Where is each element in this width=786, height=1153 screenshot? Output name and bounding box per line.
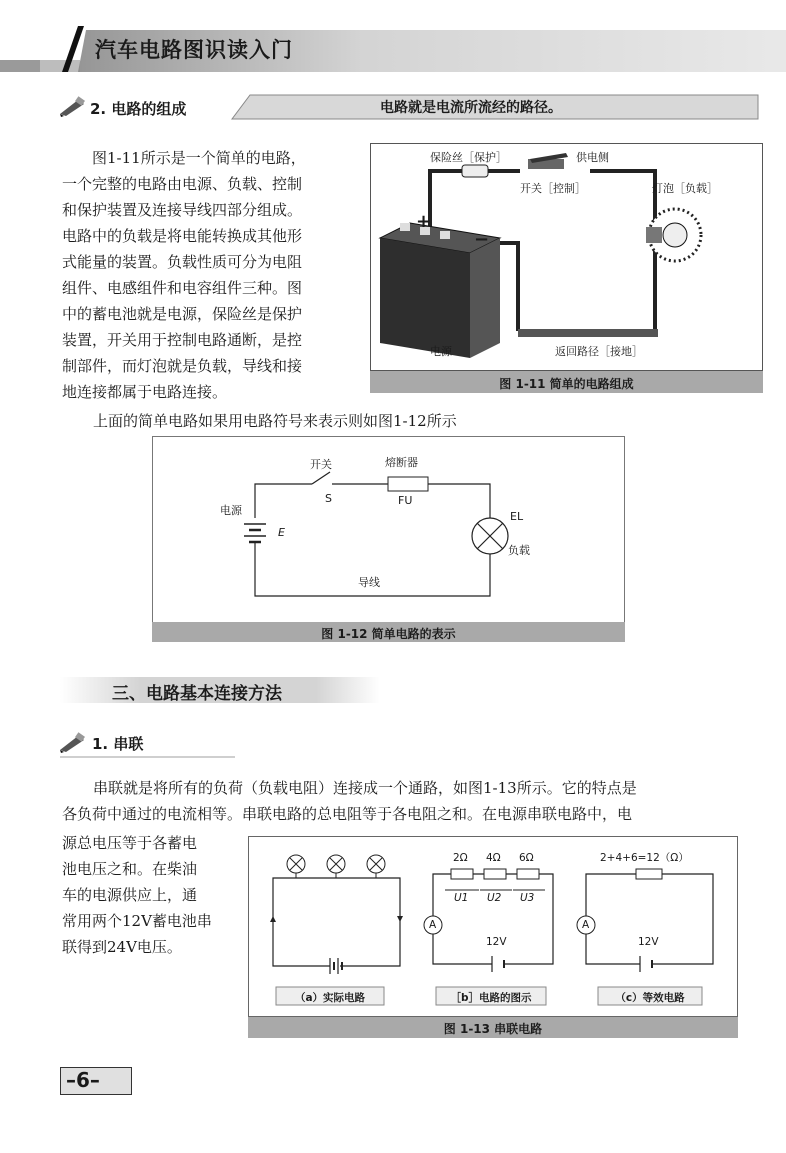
fig13-u1: U1: [454, 892, 469, 904]
pencil-icon: [58, 732, 86, 758]
para-line: 源总电压等于各蓄电: [62, 834, 198, 852]
minus-sign: −: [474, 229, 490, 250]
para-line: 式能量的装置。负载性质可分为电阻: [62, 253, 303, 271]
para-line: 组件、电感组件和电容组件三种。图: [62, 279, 303, 297]
fig13-equation: 2+4+6=12（Ω）: [600, 852, 689, 864]
switch-label: 开关［控制］: [520, 182, 586, 195]
figure-1-13: [248, 836, 738, 1038]
series-line-2: 各负荷中通过的电流相等。串联电路的总电阻等于各电阻之和。在电源串联电路中，电: [62, 805, 633, 823]
para-line: 常用两个12V蓄电池串: [62, 912, 212, 930]
fig11-caption: 图 1-11 简单的电路组成: [499, 377, 634, 391]
page-number: –6–: [66, 1068, 100, 1092]
fig12-fuse-label: 熔断器: [385, 456, 418, 469]
fig12-load-label: 负载: [508, 544, 530, 557]
section2-title: 2. 电路的组成: [90, 100, 187, 118]
para-line: 装置，开关用于控制电路通断，是控: [62, 331, 303, 349]
para-line: 车的电源供应上，通: [62, 886, 198, 904]
para-line: 一个完整的电路由电源、负载、控制: [62, 175, 303, 193]
fig12-fu-label: FU: [398, 494, 413, 507]
battery-label: 电源: [430, 345, 452, 358]
figure-1-12: [152, 436, 625, 642]
section2-paragraph: [62, 145, 367, 405]
fig12-el-label: EL: [510, 510, 524, 523]
series-title: 1. 串联: [92, 735, 144, 753]
header-title: 汽车电路图识读入门: [95, 37, 293, 62]
para-line: 制部件，而灯泡就是负载，导线和接: [62, 357, 303, 375]
para-line: 电路中的负载是将电能转换成其他形: [62, 227, 303, 245]
fig13-r1: 2Ω: [453, 852, 468, 864]
fig12-s-label: S: [325, 492, 332, 505]
fig12-wire-label: 导线: [358, 576, 380, 589]
fig13-a-label: （a）实际电路: [294, 992, 366, 1004]
section2-after-line: 上面的简单电路如果用电路符号来表示则如图1-12所示: [93, 412, 457, 430]
fig12-e-label: E: [278, 526, 285, 539]
figure-1-11: [370, 143, 763, 393]
fig13-b-label: ［b］电路的图示: [450, 992, 532, 1004]
plus-sign: +: [416, 211, 432, 232]
slogan-text: 电路就是电流所流经的路径。: [380, 100, 562, 116]
para-line: 地连接都属于电路连接。: [62, 383, 228, 401]
series-line-1: 串联就是将所有的负荷（负载电阻）连接成一个通路，如图1-13所示。它的特点是: [93, 779, 637, 797]
para-line: 和保护装置及连接导线四部分组成。: [62, 201, 303, 219]
return-label: 返回路径［接地］: [555, 345, 643, 358]
fig12-source-label: 电源: [220, 504, 242, 517]
fig13-ammeter-c: A: [582, 919, 590, 931]
fig13-ammeter-b: A: [429, 919, 437, 931]
para-line: 池电压之和。在柴油: [62, 860, 198, 878]
fig12-switch-label: 开关: [310, 458, 332, 471]
pencil-icon: [58, 96, 86, 122]
fig13-voltage-c: 12V: [638, 936, 659, 948]
series-underline: [60, 756, 235, 758]
para-line: 联得到24V电压。: [62, 938, 182, 956]
fig13-r2: 4Ω: [486, 852, 501, 864]
fig13-voltage-b: 12V: [486, 936, 507, 948]
para-line: 中的蓄电池就是电源，保险丝是保护: [62, 305, 303, 323]
supply-label: 供电侧: [576, 151, 609, 164]
fuse-label: 保险丝［保护］: [430, 151, 507, 164]
fig13-caption: 图 1-13 串联电路: [443, 1022, 543, 1036]
lamp-label: 灯泡［负载］: [652, 182, 718, 195]
fig13-u3: U3: [520, 892, 535, 904]
series-side-paragraph: [62, 830, 242, 960]
para-line: 图1-11所示是一个简单的电路，: [92, 149, 306, 167]
fig12-caption: 图 1-12 简单电路的表示: [321, 627, 456, 641]
section3-title: 三、电路基本连接方法: [112, 684, 282, 704]
fig13-c-label: （c）等效电路: [615, 992, 685, 1004]
fig13-r3: 6Ω: [519, 852, 534, 864]
fig13-u2: U2: [487, 892, 502, 904]
